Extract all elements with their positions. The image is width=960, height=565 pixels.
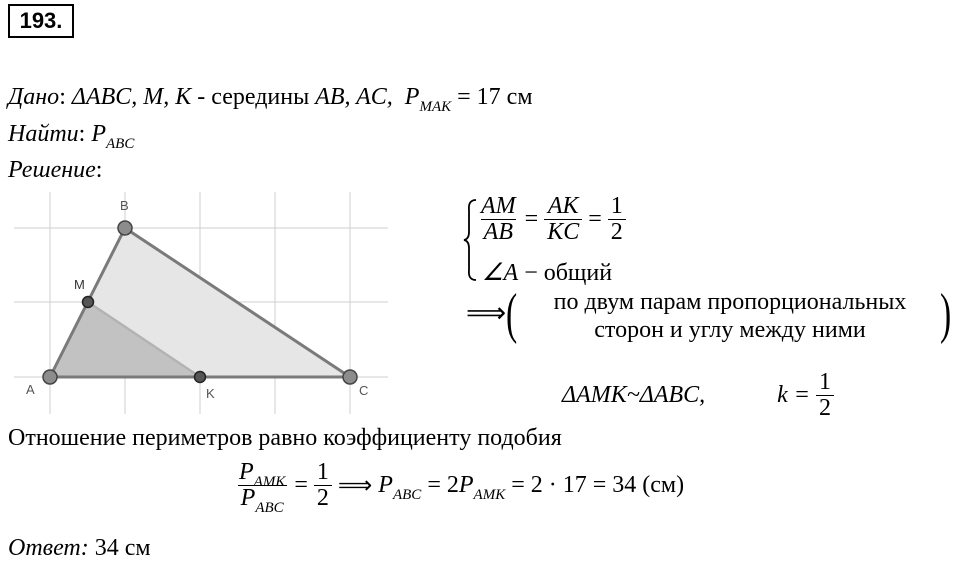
perimeter-ratio: $\frac{P_{AMK}}{P_{ABC}}$ (239, 459, 286, 517)
find-label: Найти (8, 121, 79, 147)
k-fraction: $\frac{1}{2}$ (816, 370, 834, 421)
answer-label: Ответ: (8, 535, 89, 561)
given-line (8, 84, 533, 115)
label-m: M (74, 277, 85, 292)
frac-one-half: $\frac{1}{2}$ (608, 194, 626, 245)
system-eq-2: = (588, 206, 602, 233)
final-half: $\frac{1}{2}$ (314, 460, 332, 511)
solution-line (8, 157, 102, 184)
system-row-2 (482, 258, 612, 287)
given-sides: AB, AC, (315, 84, 393, 110)
answer-line (8, 535, 151, 562)
given-expr: ΔABC, M, K (65, 84, 192, 110)
angle-symbol: ∠A (482, 260, 519, 286)
label-b: B (120, 198, 129, 213)
label-a: A (26, 382, 35, 397)
implication-line-2: сторон и углу между ними (594, 317, 866, 343)
implication-line-1: по двум парам пропорциональных (553, 289, 907, 315)
k-label: k = (777, 382, 811, 409)
final-computation (236, 459, 685, 517)
angle-common-text: − общий (518, 260, 613, 286)
given-perimeter-value: = 17 см (451, 84, 533, 110)
frac-am-ab: $\frac{AM}{AB}$ (481, 193, 516, 246)
point-c (343, 370, 357, 384)
find-colon: : (78, 121, 92, 147)
final-eq: = (294, 472, 308, 499)
triangle-figure (14, 192, 388, 414)
label-c: C (359, 383, 369, 398)
given-perimeter-symbol: P (404, 84, 420, 110)
point-b (118, 221, 132, 235)
final-rhs: $P_{ABC} = 2P_{AMK} = 2 \cdot 17 = 34$ (см) (378, 472, 685, 504)
implication-arrow: ⟹ (466, 298, 507, 329)
system-brace (462, 198, 478, 282)
find-symbol: P (91, 121, 107, 147)
point-k (195, 372, 206, 383)
similarity-line (562, 370, 834, 421)
system-eq-1: = (524, 206, 539, 233)
label-k: K (206, 386, 215, 401)
given-label: Дано (8, 84, 60, 110)
find-line (8, 121, 135, 152)
similarity-expr: ΔAMK~ΔABC, (562, 382, 706, 409)
find-sub: ABC (106, 136, 135, 152)
system-row-1 (478, 194, 626, 245)
frac-ak-kc: $\frac{AK}{KC}$ (544, 194, 582, 245)
solution-colon: : (95, 157, 103, 183)
ratio-statement: Отношение периметров равно коэффициенту подобия (8, 425, 562, 451)
problem-number: 193. (8, 4, 74, 38)
implication-open-paren: ( (506, 283, 518, 345)
implication-text (520, 288, 940, 344)
solution-label: Решение (8, 157, 96, 183)
given-dash-text: - середины (191, 84, 316, 110)
point-m (83, 297, 94, 308)
answer-value: 34 см (88, 535, 151, 561)
given-perimeter-sub: MAK (419, 99, 452, 115)
point-a (43, 370, 57, 384)
implication-close-paren: ) (940, 283, 952, 345)
final-arrow: ⟹ (337, 473, 373, 500)
given-colon: : (59, 84, 66, 110)
